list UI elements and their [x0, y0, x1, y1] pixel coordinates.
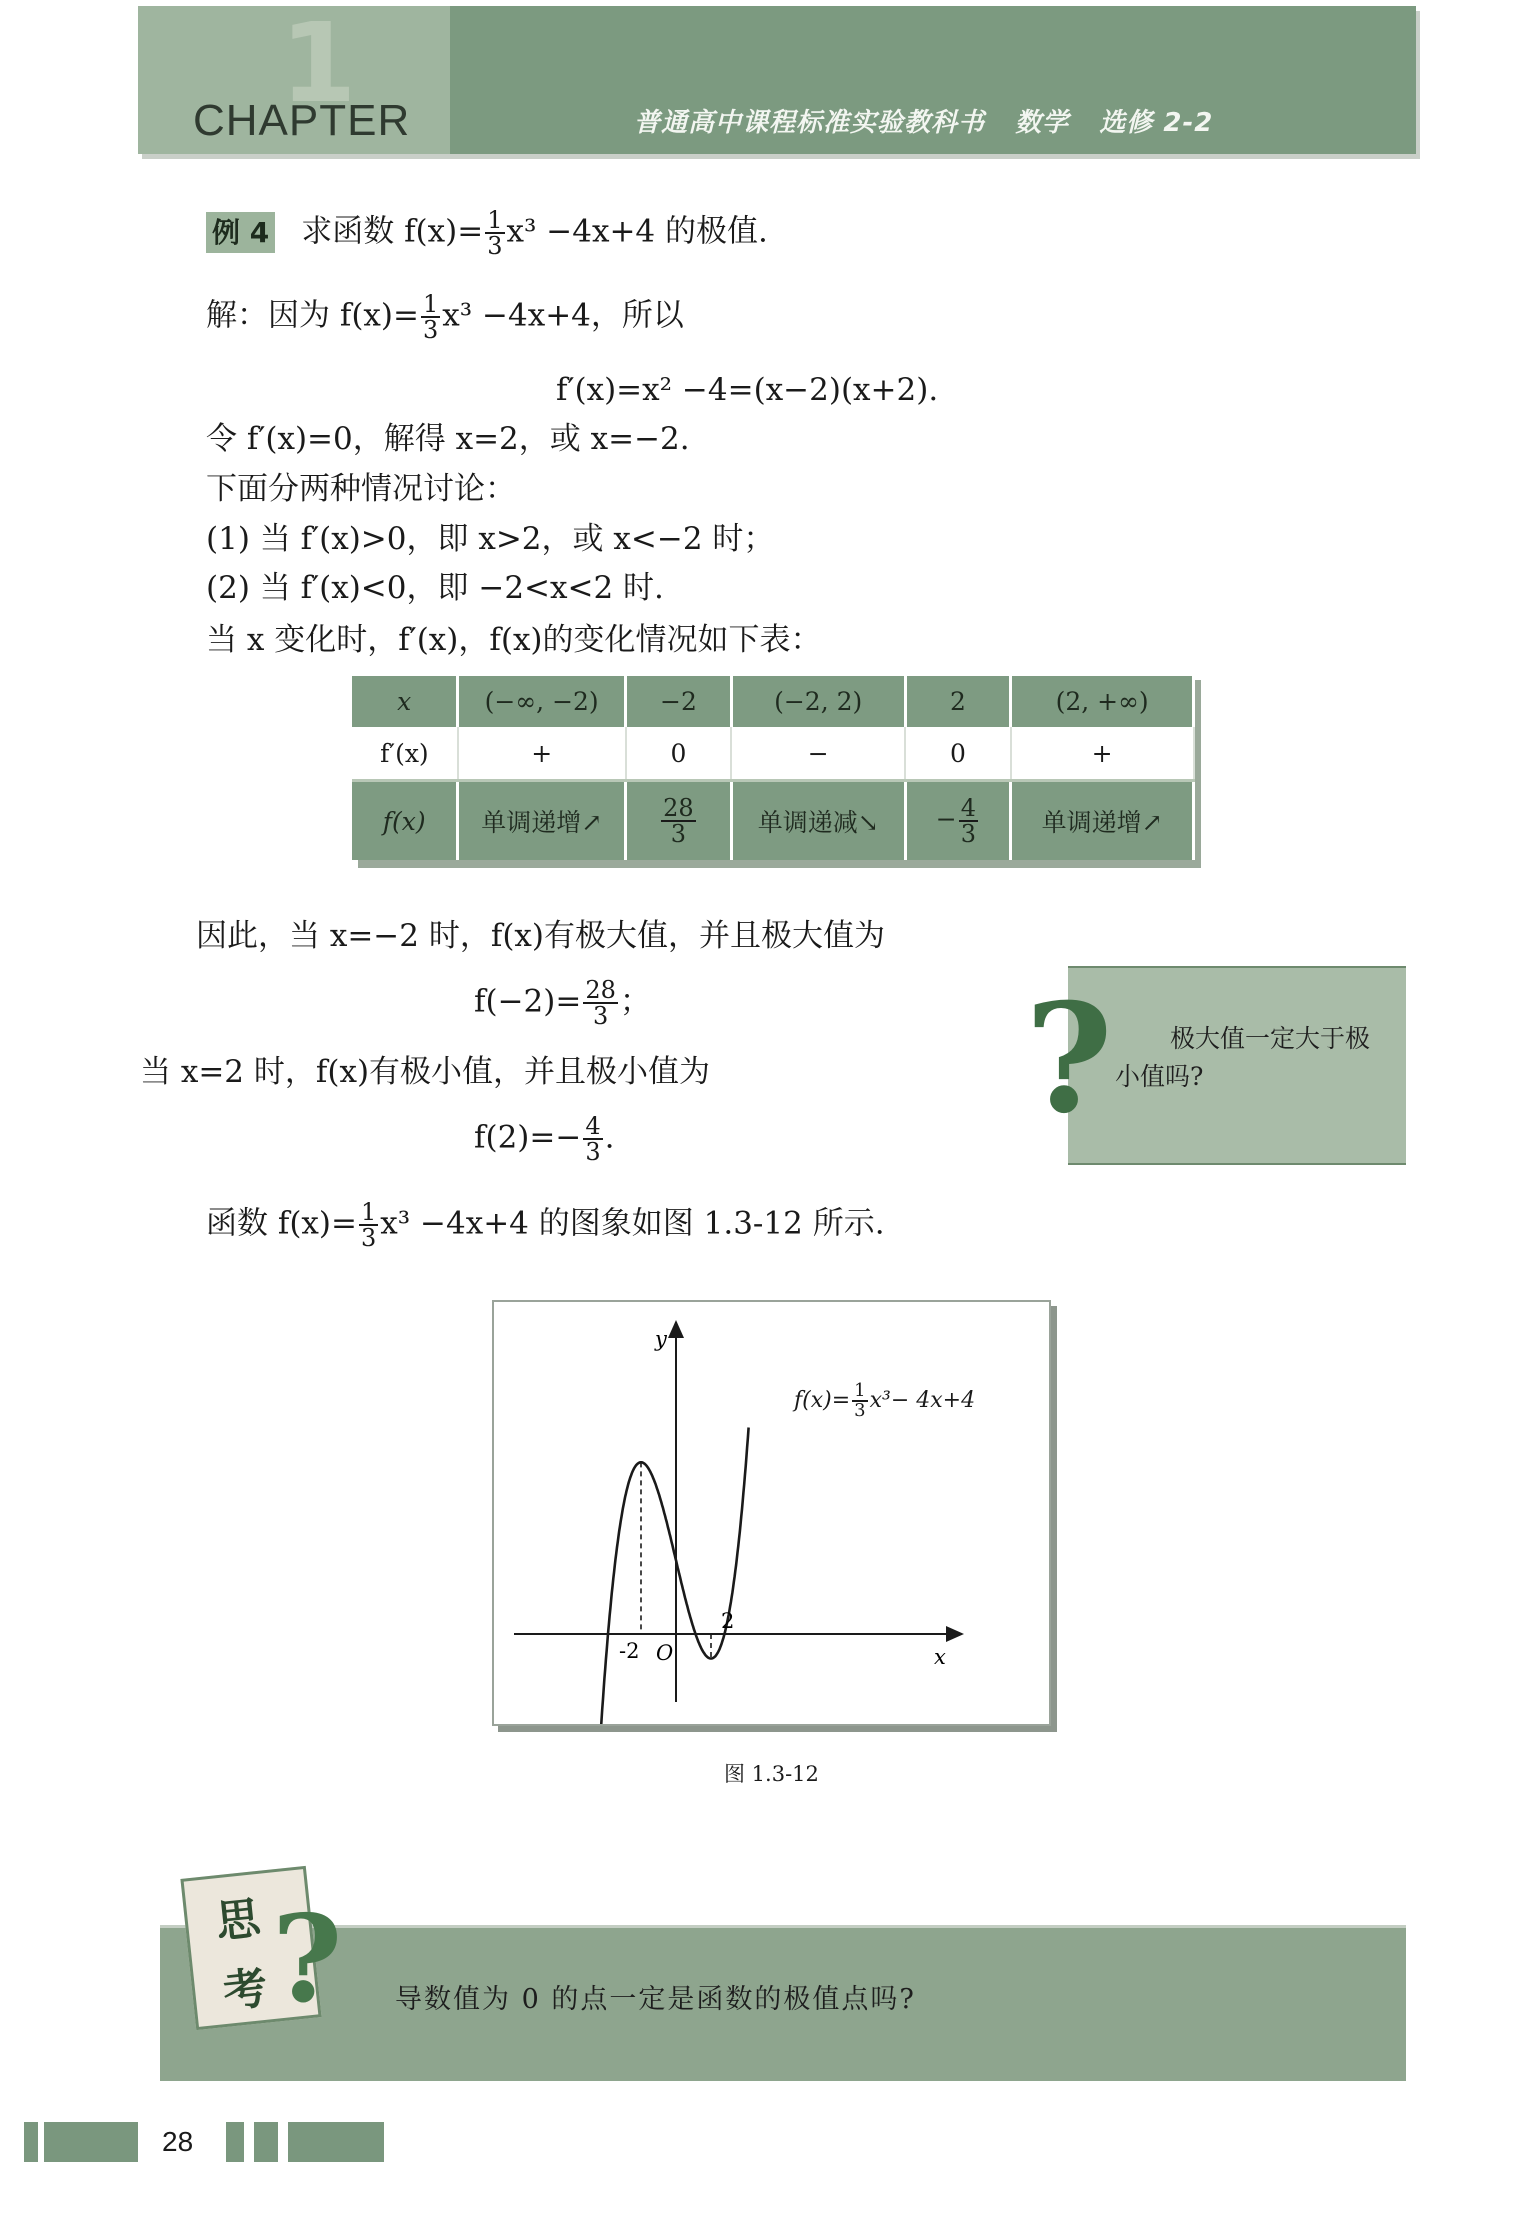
min-line: 当 x=2 时，f(x)有极小值，并且极小值为	[140, 1054, 711, 1090]
table-cell: (−∞, −2)	[458, 676, 626, 727]
footer-block	[24, 2122, 38, 2162]
example-problem	[206, 208, 768, 258]
tick-label-neg2: -2	[619, 1639, 640, 1663]
table-cell: −2	[626, 676, 732, 727]
table-cell: 单调递增↗	[1011, 781, 1194, 861]
footer-block	[226, 2122, 244, 2162]
solution-line-1: 解：因为 f(x)= $\frac{1}{3}$ x³ −4x+4，所以	[206, 290, 684, 344]
table-cell: +	[1011, 727, 1194, 781]
think-badge-bottom: 考	[220, 1962, 270, 2018]
roots-line: 令 f′(x)=0，解得 x=2，或 x=−2.	[206, 421, 690, 457]
fraction-max-value: $\frac{28}{3}$	[663, 794, 694, 848]
graph-formula-label: f(x)= $\frac{1}{3}$ x³− 4x+4	[794, 1380, 976, 1421]
derivative-formula: f′(x)=x² −4=(x−2)(x+2).	[556, 372, 939, 408]
max-line: 因此，当 x=−2 时，f(x)有极大值，并且极大值为	[196, 918, 886, 954]
fraction-4-3: $\frac{4}{3}$	[585, 1112, 601, 1166]
side-note-line-1: 极大值一定大于极	[1170, 1024, 1371, 1053]
formula-fraction: $\frac{1}{3}$	[854, 1380, 866, 1421]
min-value: f(2)=− $\frac{4}{3}$ .	[474, 1112, 615, 1166]
table-row-derivative	[352, 727, 1194, 781]
figure-caption: 图 1.3-12	[724, 1762, 819, 1786]
think-question: 导数值为 0 的点一定是函数的极值点吗?	[395, 1984, 916, 2015]
table-cell: 单调递减↘	[731, 781, 905, 861]
side-note-line-2: 小值吗?	[1115, 1062, 1204, 1091]
table-cell	[626, 781, 732, 861]
problem-text-pre: 求函数 f(x)=	[301, 213, 484, 250]
page-number: 28	[162, 2126, 194, 2157]
table-intro: 当 x 变化时，f′(x)，f(x)的变化情况如下表：	[206, 622, 822, 658]
footer-block	[44, 2122, 138, 2162]
origin-label: O	[656, 1641, 674, 1665]
fraction-min-value: $\frac{4}{3}$	[960, 794, 977, 848]
tick-label-2: 2	[721, 1609, 735, 1633]
function-graph-figure	[492, 1300, 1051, 1726]
table-row-function	[352, 781, 1194, 861]
case-1: (1) 当 f′(x)>0，即 x>2，或 x<−2 时；	[206, 521, 775, 557]
case-2: (2) 当 f′(x)<0，即 −2<x<2 时.	[206, 570, 664, 606]
fraction-one-third: $\frac{1}{3}$	[360, 1198, 377, 1252]
fraction-one-third: $\frac{1}{3}$	[487, 206, 503, 260]
table-cell: (2, +∞)	[1011, 676, 1194, 727]
function-curve	[601, 1428, 749, 1725]
chapter-number: 1	[280, 0, 357, 127]
footer-block	[254, 2122, 278, 2162]
graph-reference: 函数 f(x)= $\frac{1}{3}$ x³ −4x+4 的图象如图 1.3-12 所示.	[206, 1198, 885, 1252]
table-cell: −	[731, 727, 905, 781]
question-mark-icon: ?	[272, 1889, 343, 2030]
chapter-label: CHAPTER	[193, 96, 411, 145]
table-row-x	[352, 676, 1194, 727]
fraction-28-3: $\frac{28}{3}$	[585, 976, 616, 1030]
x-axis-label: x	[934, 1645, 946, 1669]
example-tag: 例 4	[206, 212, 275, 254]
question-mark-icon: ?	[1025, 971, 1113, 1147]
table-cell: +	[458, 727, 626, 781]
book-title: 普通高中课程标准实验教科书 数学 选修 2-2	[634, 108, 1214, 138]
table-cell: (−2, 2)	[731, 676, 905, 727]
table-cell: f(x)	[352, 781, 458, 861]
footer-block	[288, 2122, 384, 2162]
table-cell: x	[352, 676, 458, 727]
table-cell: 单调递增↗	[458, 781, 626, 861]
side-note-text	[1115, 1020, 1370, 1096]
cases-intro: 下面分两种情况讨论：	[206, 471, 516, 507]
table-cell: 2	[905, 676, 1011, 727]
table-cell: 0	[905, 727, 1011, 781]
table-cell: 0	[626, 727, 732, 781]
think-badge-top: 思	[213, 1893, 263, 1949]
max-value: f(−2)= $\frac{28}{3}$ ；	[474, 976, 651, 1030]
table-cell: f′(x)	[352, 727, 458, 781]
table-cell: − $\frac{4}{3}$	[905, 781, 1011, 861]
function-graph-svg	[494, 1302, 1049, 1724]
problem-text-post: x³ −4x+4 的极值.	[506, 213, 768, 250]
y-axis-label: y	[655, 1327, 667, 1351]
variation-table	[352, 676, 1195, 860]
fraction-one-third: $\frac{1}{3}$	[422, 290, 439, 344]
